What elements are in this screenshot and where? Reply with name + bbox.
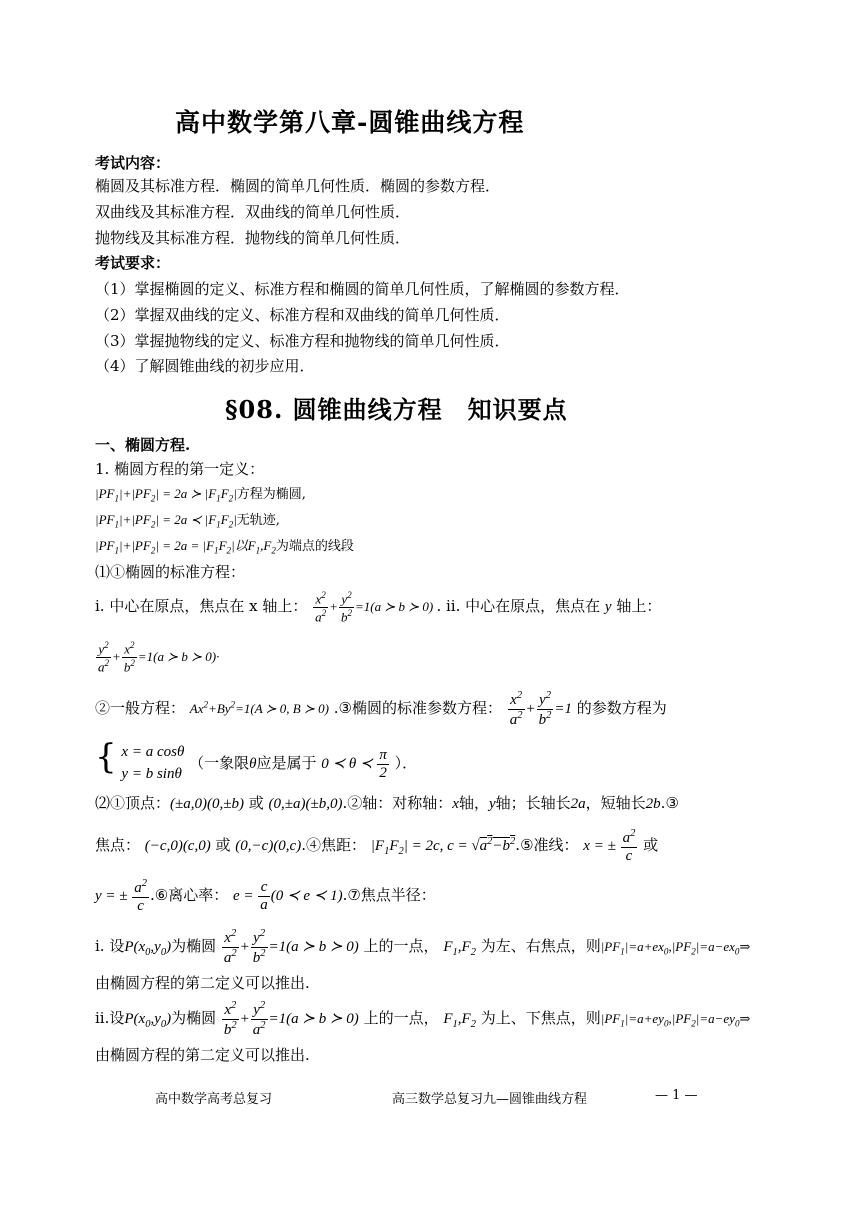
properties-line-1: ⑵①顶点：(±a,0)(0,±b) 或 (0,±a)(±b,0).②轴：对称轴：x轴，y轴；长轴长2a，短轴长2b.③ <box>95 794 679 812</box>
exam-content-line: 椭圆及其标准方程．椭圆的简单几何性质．椭圆的参数方程． <box>95 177 501 195</box>
part1-heading: 一、椭圆方程. <box>95 436 191 454</box>
section-title: §08. 圆锥曲线方程 知识要点 <box>225 395 568 424</box>
focal-radius-line-ii: ii.设$P(x_0,y_0)$为椭圆 $\frac{x^2}{b^2}$ + $\frac{y^2}{a^2}$ =1(a ≻ b ≻ 0) 上的一点， $F_1,F_2$ 为上、下焦点，则$|PF_1|=a+ey_0,|PF_2|=a-ey_0\Rightarrow$ <box>95 1000 751 1039</box>
deduce-line: 由椭圆方程的第二定义可以推出. <box>95 974 310 992</box>
definition-case-2: $|PF_1|+|PF_2| = 2a$ ≺ $|F_1F_2|$无轨迹, <box>95 512 280 530</box>
requirement-item: （2）掌握双曲线的定义、标准方程和双曲线的简单几何性质． <box>95 306 510 324</box>
definition-heading: 1. 椭圆方程的第一定义： <box>95 460 265 478</box>
standard-equation-heading: ⑴①椭圆的标准方程： <box>95 563 246 581</box>
requirement-item: （4）了解圆锥曲线的初步应用． <box>95 357 315 375</box>
deduce-line: 由椭圆方程的第二定义可以推出. <box>95 1046 310 1064</box>
exam-content-line: 抛物线及其标准方程．抛物线的简单几何性质． <box>95 229 411 247</box>
footer-left: 高中数学高考总复习 <box>155 1092 273 1107</box>
properties-line-2: 焦点： (−c,0)(c,0) 或 (0,−c)(0,c).④焦距： $|F_1F_2| = 2c$, $c = √a^2-b^2.⑤$准线： x = ± $\frac{a^2}{c}$ 或 <box>95 828 659 865</box>
exam-requirements-heading: 考试要求： <box>95 254 171 272</box>
general-equation-line: ②一般方程： $Ax^2+By^2=1(A$ ≻ 0, B ≻ 0) .③椭圆的标准参数方程： $\frac{x^2}{a^2}$ + $\frac{y^2}{b^2}$ =1 的参数方程为 <box>95 690 667 729</box>
parametric-equation: { x = a cosθ y = b sinθ （一象限θ应是属于 0 ≺ θ ≺ $\frac{\pi}{2}$ ）． <box>95 737 418 782</box>
focal-radius-line-i: i. 设$P(x_0,y_0)$为椭圆 $\frac{x^2}{a^2}$ + $\frac{y^2}{b^2}$ =1(a ≻ b ≻ 0) 上的一点， $F_1,F_2$ 为左、右焦点，则$|PF_1|=a+ex_0,|PF_2|=a-ex_0\Rightarrow$ <box>95 928 751 967</box>
standard-equation-line: i. 中心在原点，焦点在 x 轴上： $\frac{x^2}{a^2}$ + $\frac{y^2}{b^2}$ =1(a ≻ b ≻ 0) . ii. 中心在原点，焦点在 y 轴上： <box>95 590 662 625</box>
definition-case-3: $|PF_1|+|PF_2| = 2a = |F_1F_2|$以$F_1,F_2$为端点的线段 <box>95 538 354 556</box>
exam-content-heading: 考试内容： <box>95 154 171 172</box>
exam-content-line: 双曲线及其标准方程．双曲线的简单几何性质． <box>95 203 411 221</box>
standard-equation-y-axis: $\frac{y^2}{a^2}$ + $\frac{x^2}{b^2}$ =1(a ≻ b ≻ 0)· <box>98 640 220 675</box>
definition-case-1: $|PF_1|+|PF_2| = 2a$ ≻ $|F_1F_2|$方程为椭圆, <box>95 486 306 504</box>
requirement-item: （3）掌握抛物线的定义、标准方程和抛物线的简单几何性质． <box>95 332 510 350</box>
page-number: — 1 — <box>655 1088 698 1103</box>
page-title: 高中数学第八章-圆锥曲线方程 <box>175 108 525 137</box>
requirement-item: （1）掌握椭圆的定义、标准方程和椭圆的简单几何性质，了解椭圆的参数方程． <box>95 280 630 298</box>
properties-line-3: y = ± $\frac{a^2}{c}$ .⑥离心率： e = $\frac{c}{a}$ (0 ≺ e ≺ 1).⑦焦点半径： <box>95 878 436 915</box>
footer-center: 高三数学总复习九—圆锥曲线方程 <box>392 1092 588 1107</box>
